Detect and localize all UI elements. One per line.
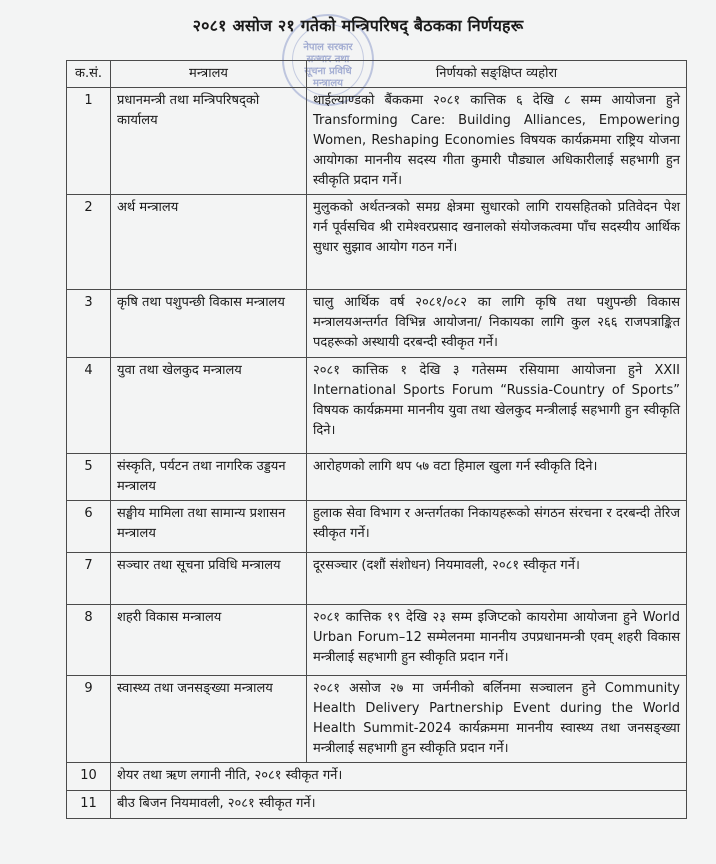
table-row <box>67 676 687 763</box>
table-row <box>67 290 687 358</box>
row-decision: २०८१ कात्तिक १९ देखि २३ सम्म इजिप्टको कायरोमा आयोजना हुने World Urban Forum–12 सम्मेलनमा माननीय उपप्रधानमन्त्री एवम् शहरी विकास मन्त्रीलाई सहभागी हुन स्वीकृति प्रदान गर्ने। <box>307 605 687 676</box>
table-row <box>67 791 687 819</box>
row-number: 9 <box>67 676 111 763</box>
row-ministry: प्रधानमन्त्री तथा मन्त्रिपरिषद्को कार्यालय <box>111 88 307 195</box>
table-row <box>67 454 687 501</box>
page-title: २०८१ असोज २१ गतेको मन्त्रिपरिषद् बैठकका निर्णयहरू <box>192 16 524 35</box>
row-number: 3 <box>67 290 111 358</box>
header-number: क.सं. <box>67 61 111 88</box>
row-decision: थाईल्याण्डको बैंककमा २०८१ कात्तिक ६ देखि ८ सम्म आयोजना हुने Transforming Care: Building Alliances, Empowering Women, Reshaping Economies विषयक कार्यक्रममा राष्ट्रिय योजना आयोगका माननीय सदस्य गीता कुमारी पौड्याल अधिकारीलाई सहभागी हुन स्वीकृति प्रदान गर्ने। <box>307 88 687 195</box>
header-ministry: मन्त्रालय <box>111 61 307 88</box>
table-row <box>67 553 687 605</box>
row-ministry: संस्कृति, पर्यटन तथा नागरिक उड्डयन मन्त्रालय <box>111 454 307 501</box>
row-decision: आरोहणको लागि थप ५७ वटा हिमाल खुला गर्न स्वीकृति दिने। <box>307 454 687 501</box>
row-number: 11 <box>67 791 111 819</box>
row-number: 4 <box>67 358 111 454</box>
row-ministry: अर्थ मन्त्रालय <box>111 195 307 290</box>
table-row <box>67 195 687 290</box>
table-row <box>67 605 687 676</box>
row-decision: दूरसञ्चार (दशौं संशोधन) नियमावली, २०८१ स्वीकृत गर्ने। <box>307 553 687 605</box>
row-decision: बीउ बिजन नियमावली, २०८१ स्वीकृत गर्ने। <box>111 791 687 819</box>
row-decision: मुलुकको अर्थतन्त्रको समग्र क्षेत्रमा सुधारको लागि रायसहितको प्रतिवेदन पेश गर्न पूर्वसचिव श्री रामेश्वरप्रसाद खनालको संयोजकत्वमा पाँच सदस्यीय आर्थिक सुधार सुझाव आयोग गठन गर्ने। <box>307 195 687 290</box>
header-decision: निर्णयको सङ्क्षिप्त व्यहोरा <box>307 61 687 88</box>
row-number: 7 <box>67 553 111 605</box>
decisions-table <box>66 60 687 819</box>
seal-lettering: नेपाल सरकार सञ्चार तथा सूचना प्रविधि मन्त्रालय <box>303 42 353 89</box>
row-ministry: सञ्चार तथा सूचना प्रविधि मन्त्रालय <box>111 553 307 605</box>
row-decision: शेयर तथा ऋण लगानी नीति, २०८१ स्वीकृत गर्ने। <box>111 763 687 791</box>
table-header-row <box>67 61 687 88</box>
row-ministry: कृषि तथा पशुपन्छी विकास मन्त्रालय <box>111 290 307 358</box>
row-number: 1 <box>67 88 111 195</box>
row-decision: हुलाक सेवा विभाग र अन्तर्गतका निकायहरूको संगठन संरचना र दरबन्दी तेरिज स्वीकृत गर्ने। <box>307 501 687 553</box>
row-number: 6 <box>67 501 111 553</box>
row-ministry: युवा तथा खेलकुद मन्त्रालय <box>111 358 307 454</box>
row-number: 5 <box>67 454 111 501</box>
table-row <box>67 88 687 195</box>
table-row <box>67 501 687 553</box>
table-row <box>67 763 687 791</box>
row-number: 2 <box>67 195 111 290</box>
row-decision: चालु आर्थिक वर्ष २०८१/०८२ का लागि कृषि तथा पशुपन्छी विकास मन्त्रालयअन्तर्गत विभिन्न आयोजना/ निकायका लागि कुल २६६ राजपत्राङ्कित पदहरूको अस्थायी दरबन्दी स्वीकृत गर्ने। <box>307 290 687 358</box>
row-decision: २०८१ असोज २७ मा जर्मनीको बर्लिनमा सञ्चालन हुने Community Health Delivery Partnership Event during the World Health Summit-2024 कार्यक्रममा माननीय स्वास्थ्य तथा जनसङ्ख्या मन्त्रीलाई सहभागी हुन स्वीकृति प्रदान गर्ने। <box>307 676 687 763</box>
row-number: 8 <box>67 605 111 676</box>
row-ministry: सङ्घीय मामिला तथा सामान्य प्रशासन मन्त्रालय <box>111 501 307 553</box>
table-body <box>67 88 687 819</box>
row-decision: २०८१ कात्तिक १ देखि ३ गतेसम्म रसियामा आयोजना हुने XXII International Sports Forum “Russia-Country of Sports” विषयक कार्यक्रममा माननीय युवा तथा खेलकुद मन्त्रीलाई सहभागी हुन स्वीकृति दिने। <box>307 358 687 454</box>
row-number: 10 <box>67 763 111 791</box>
table-row <box>67 358 687 454</box>
row-ministry: स्वास्थ्य तथा जनसङ्ख्या मन्त्रालय <box>111 676 307 763</box>
row-ministry: शहरी विकास मन्त्रालय <box>111 605 307 676</box>
